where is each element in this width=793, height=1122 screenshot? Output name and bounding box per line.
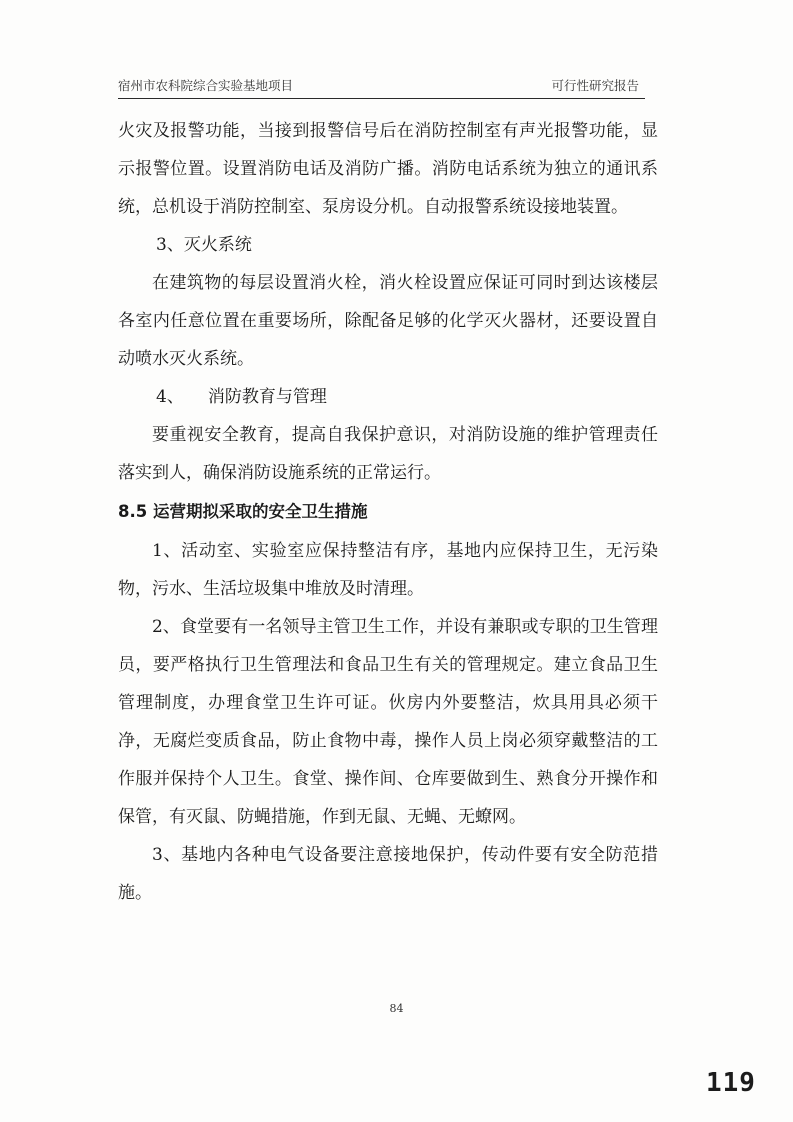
subheading-fire-extinguishing: 3、灭火系统 — [156, 235, 252, 255]
paragraph-fire-extinguishing: 在建筑物的每层设置消火栓，消火栓设置应保证可同时到达该楼层各室内任意位置在重要场所，除配备足够的化学灭火器材，还要设置自动喷水灭火系统。 — [118, 273, 658, 369]
document-body — [118, 112, 658, 912]
header-report-type: 可行性研究报告 — [551, 78, 639, 93]
paragraph-item-1: 1、活动室、实验室应保持整洁有序，基地内应保持卫生，无污染物，污水、生活垃圾集中堆放及时清理。 — [118, 541, 658, 599]
stamped-sheet-number: 119 — [706, 1068, 756, 1098]
paragraph-fire-education: 要重视安全教育，提高自我保护意识，对消防设施的维护管理责任落实到人，确保消防设施系统的正常运行。 — [118, 425, 658, 483]
page-number: 84 — [389, 1002, 404, 1015]
paragraph-alarm-system: 火灾及报警功能，当接到报警信号后在消防控制室有声光报警功能，显示报警位置。设置消防电话及消防广播。消防电话系统为独立的通讯系统，总机设于消防控制室、泵房设分机。自动报警系统设接地装置。 — [118, 121, 658, 217]
section-heading-8-5: 8.5 运营期拟采取的安全卫生措施 — [118, 502, 368, 521]
paragraph-item-3: 3、基地内各种电气设备要注意接地保护，传动件要有安全防范措施。 — [118, 845, 658, 903]
subheading-number: 4、 — [156, 387, 184, 407]
page-header — [118, 74, 645, 99]
header-project-title: 宿州市农科院综合实验基地项目 — [118, 78, 294, 93]
paragraph-item-2: 2、食堂要有一名领导主管卫生工作，并设有兼职或专职的卫生管理员，要严格执行卫生管理法和食品卫生有关的管理规定。建立食品卫生管理制度，办理食堂卫生许可证。伙房内外要整洁，炊具用具必须干净，无腐烂变质食品，防止食物中毒，操作人员上岗必须穿戴整洁的工作服并保持个人卫生。食堂、操作间、仓库要做到生、熟食分开操作和保管，有灭鼠、防蝇措施，作到无鼠、无蝇、无蟟网。 — [118, 617, 658, 827]
subheading-text: 消防教育与管理 — [207, 387, 327, 407]
subheading-fire-education — [118, 378, 658, 416]
